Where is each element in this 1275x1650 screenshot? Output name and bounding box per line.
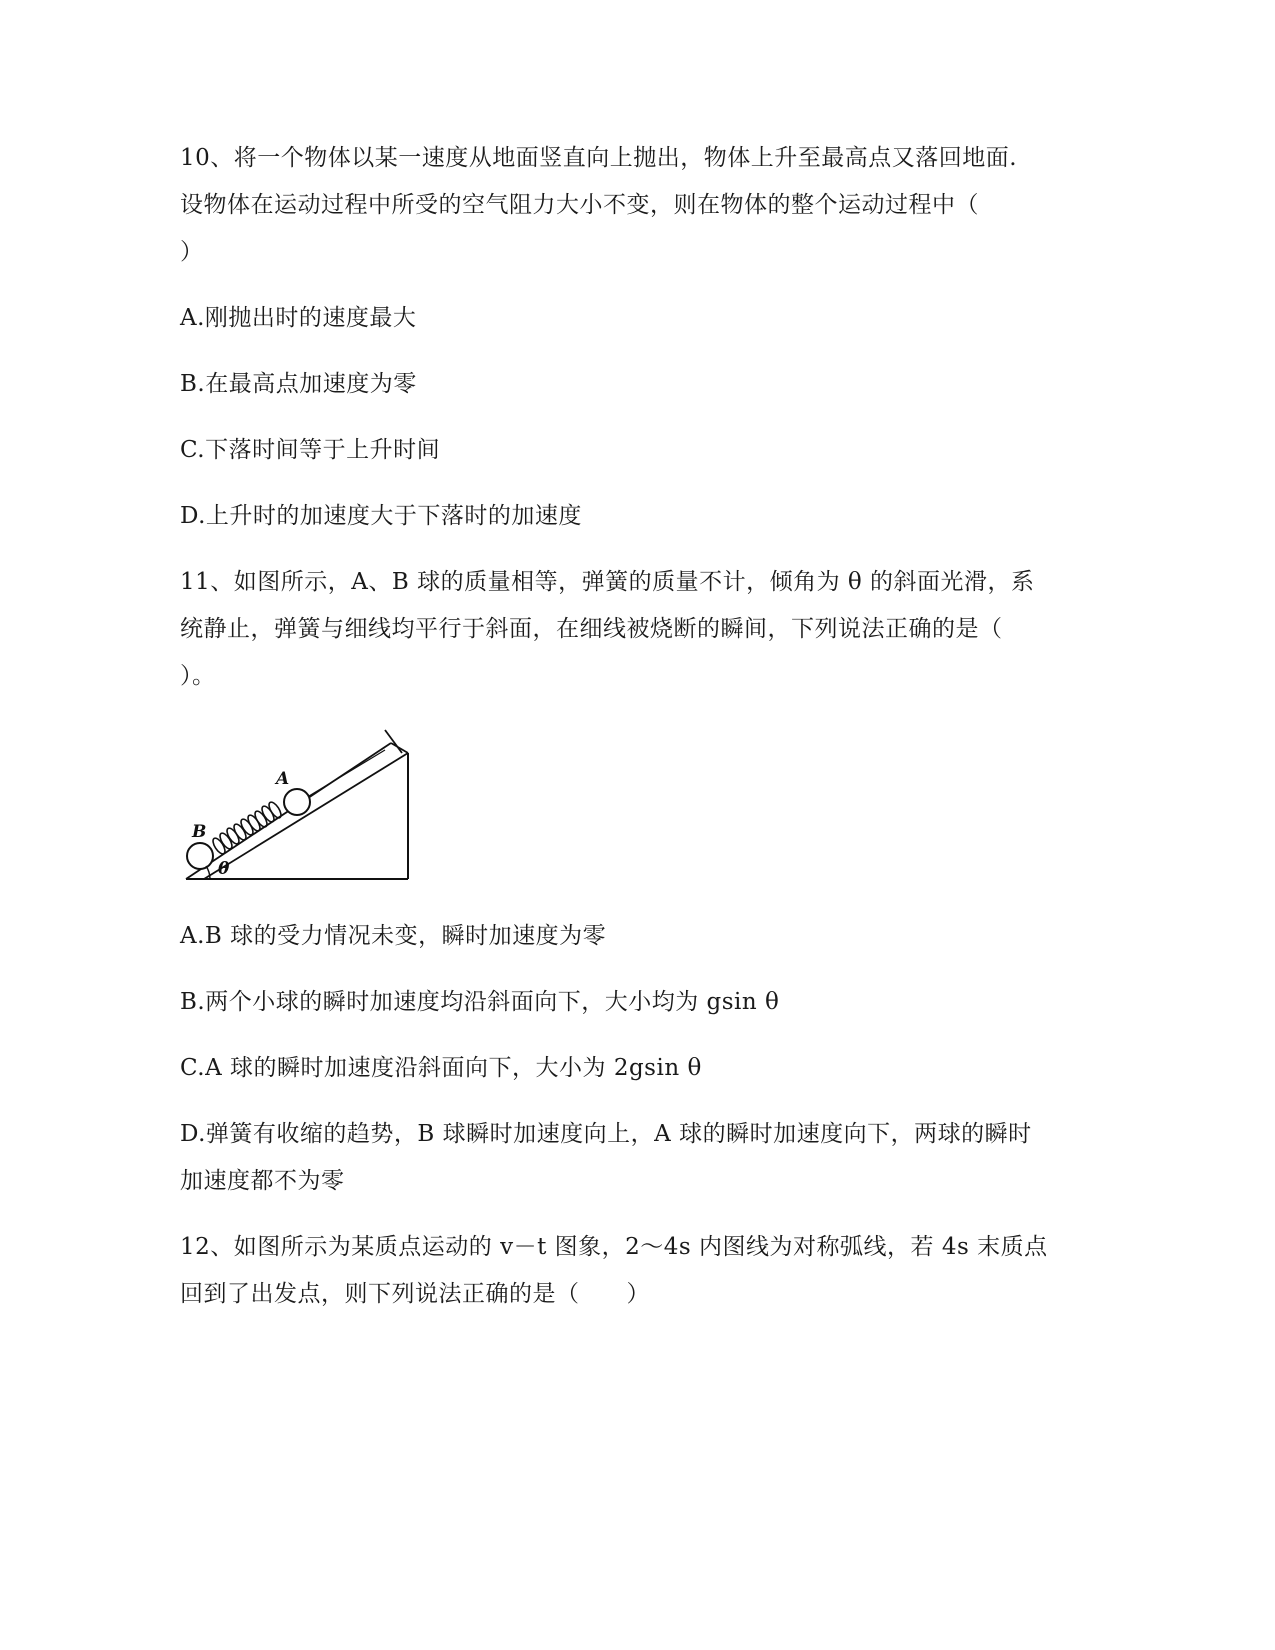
q11-option-d-line-1: D.弹簧有收缩的趋势，B 球瞬时加速度向上，A 球的瞬时加速度向下，两球的瞬时 — [180, 1121, 1032, 1147]
q10-stem-line-2: 设物体在运动过程中所受的空气阻力大小不变，则在物体的整个运动过程中（ — [180, 192, 979, 218]
q11-option-a: A.B 球的受力情况未变，瞬时加速度为零 — [180, 923, 607, 949]
q10-stem-line-1: 10、将一个物体以某一速度从地面竖直向上抛出，物体上升至最高点又落回地面. — [180, 145, 1018, 171]
wall-string — [385, 730, 402, 753]
q10-option-c: C.下落时间等于上升时间 — [180, 437, 441, 463]
q10-option-a: A.刚抛出时的速度最大 — [180, 305, 417, 331]
incline-top-edge — [391, 743, 408, 753]
incline-line-lower — [204, 753, 408, 879]
q11-stem-line-2: 统静止，弹簧与细线均平行于斜面，在细线被烧断的瞬间，下列说法正确的是（ — [180, 616, 1003, 642]
q12-stem-line-2: 回到了出发点，则下列说法正确的是（ ） — [180, 1281, 650, 1307]
label-theta: θ — [218, 859, 230, 879]
ball-b — [187, 843, 213, 869]
q11-option-d-line-2: 加速度都不为零 — [180, 1168, 345, 1194]
incline-spring-figure — [180, 728, 420, 888]
q10-stem-line-3: ） — [180, 239, 204, 265]
thread — [309, 750, 385, 796]
q11-stem-line-3: ）。 — [180, 663, 216, 689]
q11-stem-line-1: 11、如图所示，A、B 球的质量相等，弹簧的质量不计，倾角为 θ 的斜面光滑，系 — [180, 569, 1035, 595]
spring — [211, 800, 284, 855]
q11-option-b: B.两个小球的瞬时加速度均沿斜面向下，大小均为 gsin θ — [180, 989, 780, 1015]
label-b: B — [192, 822, 207, 842]
q10-option-d: D.上升时的加速度大于下落时的加速度 — [180, 503, 582, 529]
q10-option-b: B.在最高点加速度为零 — [180, 371, 417, 397]
incline-diagram — [180, 728, 420, 888]
q11-option-c: C.A 球的瞬时加速度沿斜面向下，大小为 2gsin θ — [180, 1055, 702, 1081]
q12-stem-line-1: 12、如图所示为某质点运动的 v－t 图象，2～4s 内图线为对称弧线，若 4s 末质点 — [180, 1234, 1048, 1260]
label-a: A — [276, 769, 290, 789]
ball-a — [284, 789, 310, 815]
